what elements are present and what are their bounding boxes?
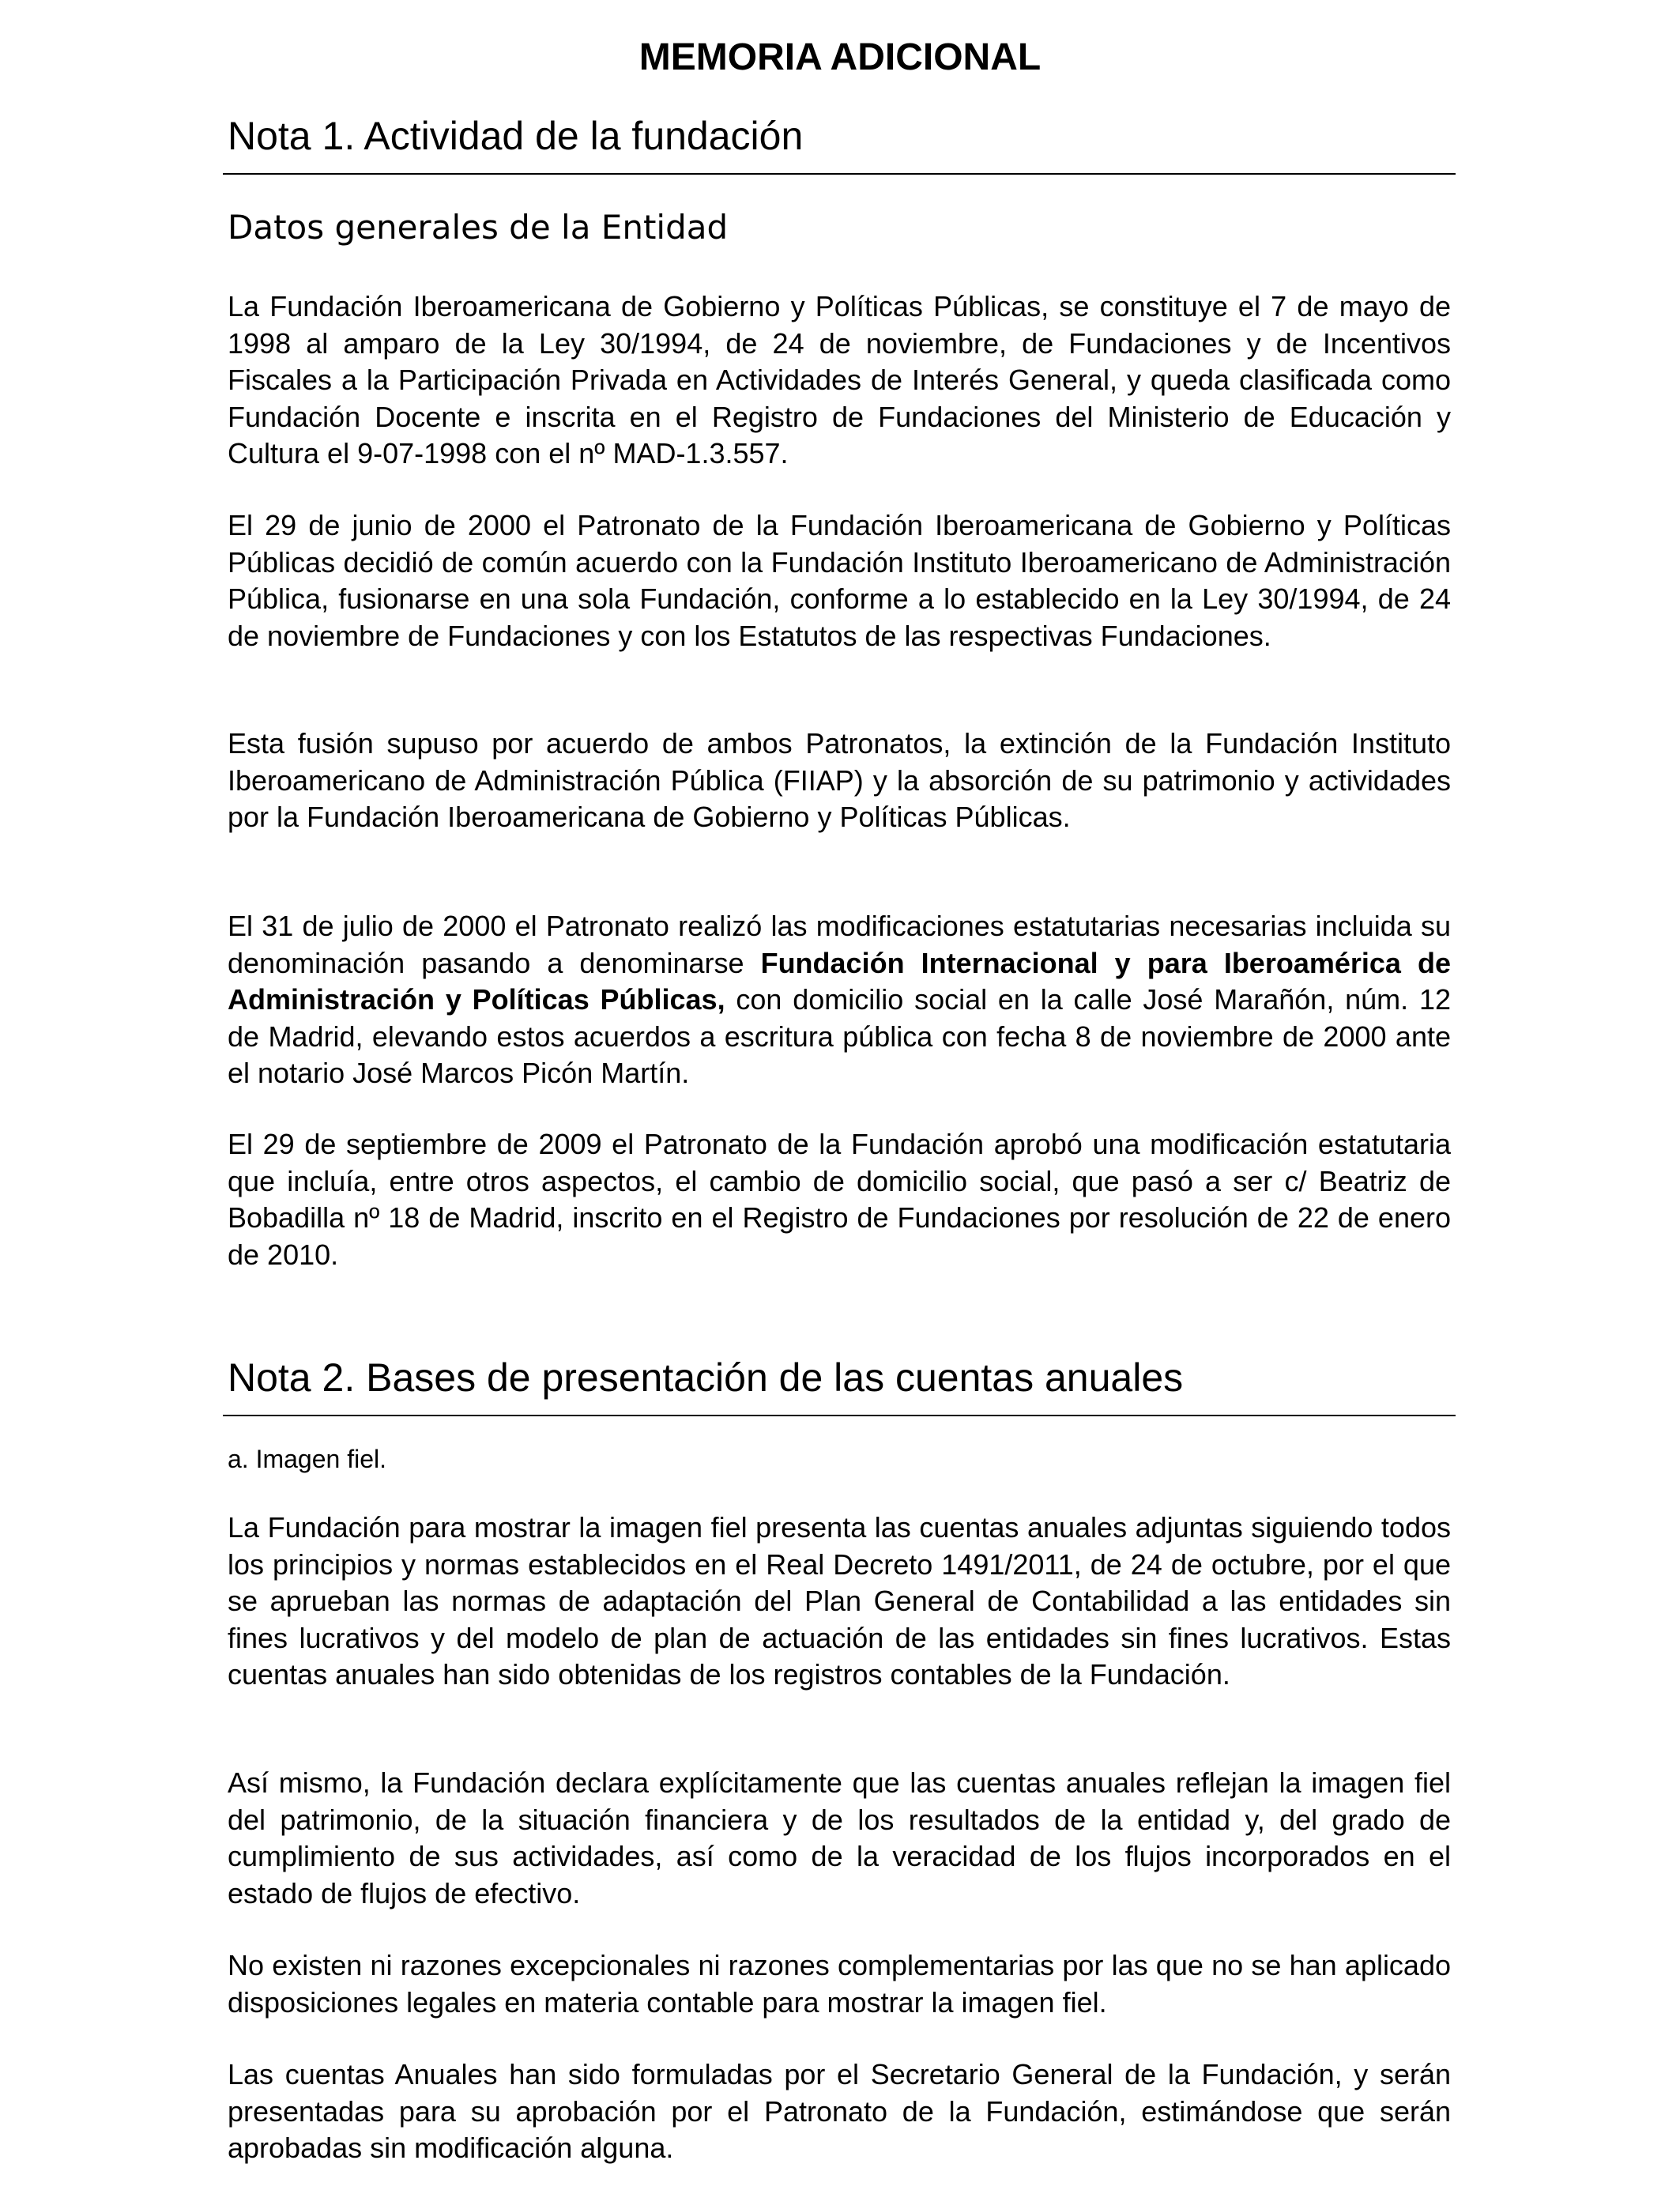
note2-section-label: a. Imagen fiel. xyxy=(228,1445,386,1473)
note1-paragraph-4-text-end: con domicilio social en la calle José Marañón, núm. 12 de Madrid, elevando estos acuerdos a escritura pública con fecha 8 de noviembre de 2000 ante el notario José Marcos Picón Martín. xyxy=(228,983,1451,1089)
note1-paragraph-4-text-start: El 31 de julio de 2000 el Patronato realizó las modificaciones estatutarias necesarias incluida su denominación pasando a denominarse xyxy=(228,910,1451,979)
note1-heading: Nota 1. Actividad de la fundación xyxy=(228,114,804,158)
note2-divider xyxy=(223,1415,1456,1416)
note2-paragraph-4: Las cuentas Anuales han sido formuladas por el Secretario General de la Fundación, y serán presentadas para su aprobación por el Patronato de la Fundación, estimándose que serán aprobadas sin modificación alguna. xyxy=(228,2058,1451,2164)
note2-paragraph-1: La Fundación para mostrar la imagen fiel presenta las cuentas anuales adjuntas siguiendo todos los principios y normas establecidos en el Real Decreto 1491/2011, de 24 de octubre, por el que se aprueban las normas de adaptación del Plan General de Contabilidad a las entidades sin fines lucrativos y del modelo de plan de actuación de las entidades sin fines lucrativos. Estas cuentas anuales han sido obtenidas de los registros contables de la Fundación. xyxy=(228,1511,1451,1691)
document-title: MEMORIA ADICIONAL xyxy=(638,36,1042,78)
note2-paragraph-3: No existen ni razones excepcionales ni razones complementarias por las que no se han aplicado disposiciones legales en materia contable para mostrar la imagen fiel. xyxy=(228,1949,1451,2019)
note1-paragraph-3: Esta fusión supuso por acuerdo de ambos Patronatos, la extinción de la Fundación Instituto Iberoamericano de Administración Pública (FIIAP) y la absorción de su patrimonio y actividades por la Fundación Iberoamericana de Gobierno y Políticas Públicas. xyxy=(228,727,1451,833)
foundation-new-name: Fundación Internacional y para Iberoamérica de Administración y Políticas Públicas, xyxy=(228,946,1451,1016)
note1-paragraph-2: El 29 de junio de 2000 el Patronato de la Fundación Iberoamericana de Gobierno y Políticas Públicas decidió de común acuerdo con la Fundación Instituto Iberoamericano de Administración Pública, fusionarse en una sola Fundación, conforme a lo establecido en la Ley 30/1994, de 24 de noviembre de Fundaciones y con los Estatutos de las respectivas Fundaciones. xyxy=(228,509,1451,652)
note1-paragraph-4 xyxy=(228,908,1451,1092)
note1-subheading: Datos generales de la Entidad xyxy=(228,208,729,247)
note1-divider xyxy=(223,173,1456,175)
note2-heading: Nota 2. Bases de presentación de las cuentas anuales xyxy=(228,1355,1184,1400)
note2-paragraph-2: Así mismo, la Fundación declara explícitamente que las cuentas anuales reflejan la imagen fiel del patrimonio, de la situación financiera y de los resultados de la entidad y, del grado de cumplimiento de sus actividades, así como de la veracidad de los flujos incorporados en el estado de flujos de efectivo. xyxy=(228,1766,1451,1909)
note1-paragraph-5: El 29 de septiembre de 2009 el Patronato de la Fundación aprobó una modificación estatutaria que incluía, entre otros aspectos, el cambio de domicilio social, que pasó a ser c/ Beatriz de Bobadilla nº 18 de Madrid, inscrito en el Registro de Fundaciones por resolución de 22 de enero de 2010. xyxy=(228,1128,1451,1271)
note1-paragraph-1: La Fundación Iberoamericana de Gobierno y Políticas Públicas, se constituye el 7 de mayo de 1998 al amparo de la Ley 30/1994, de 24 de noviembre, de Fundaciones y de Incentivos Fiscales a la Participación Privada en Actividades de Interés General, y queda clasificada como Fundación Docente e inscrita en el Registro de Fundaciones del Ministerio de Educación y Cultura el 9-07-1998 con el nº MAD-1.3.557. xyxy=(228,290,1451,469)
